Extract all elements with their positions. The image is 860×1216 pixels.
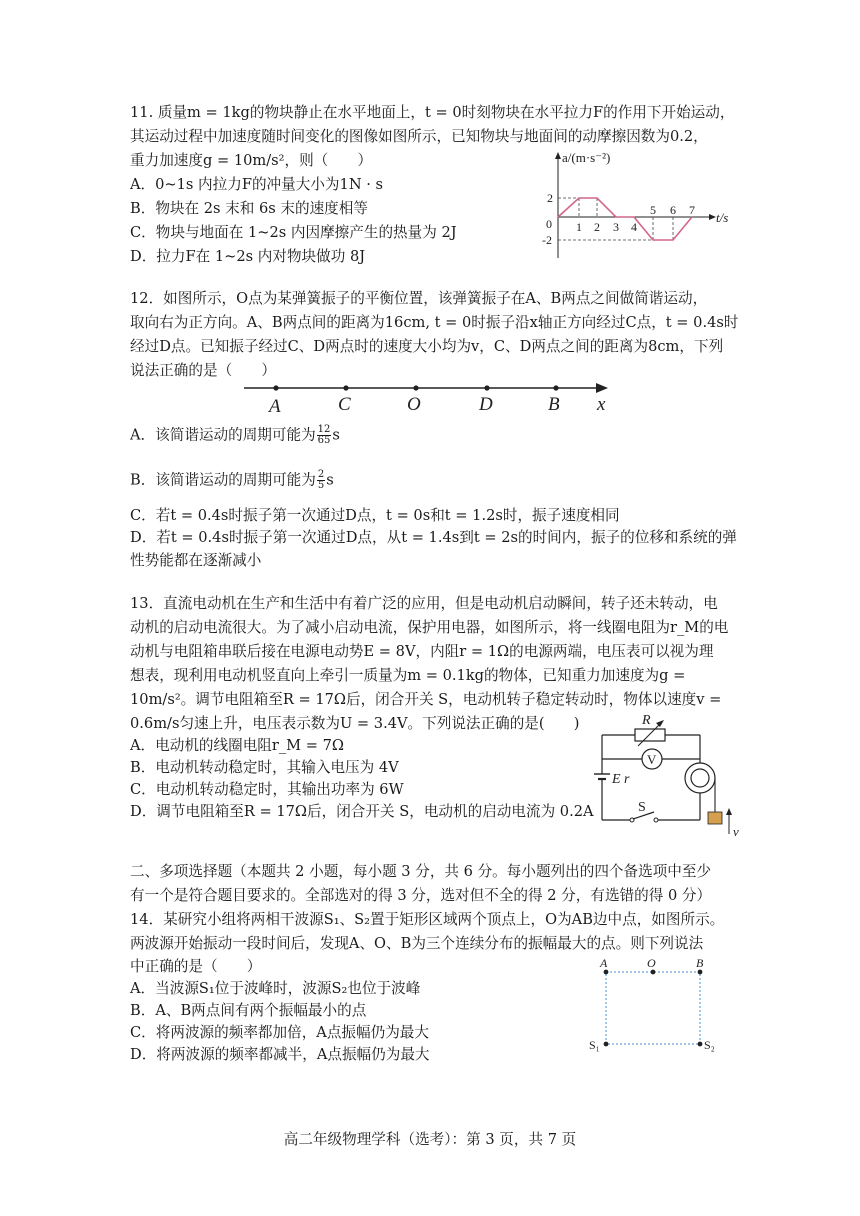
section2-heading-line-1: 二、多项选择题（本题共 2 小题，每小题 3 分，共 6 分。每小题列出的四个备选项中至少 — [130, 863, 712, 880]
resistor-box-symbol — [635, 729, 665, 741]
page-footer: 高二年级物理学科（选考）：第 3 页，共 7 页 — [283, 1131, 577, 1148]
figure-label-a: A — [600, 956, 608, 970]
graph-x-tick-1: 1 — [576, 220, 582, 234]
voltmeter-label: V — [647, 752, 657, 767]
figure-label-s2: S₂ — [704, 1038, 715, 1052]
q12-option-b-fraction — [317, 470, 325, 491]
q12-option-b-unit: s — [326, 471, 334, 489]
q13-stem-line-4: 想表，现利用电动机竖直向上牵引一质量为m = 0.1kg的物体，已知重力加速度为g = — [130, 667, 686, 684]
graph-x-tick-4: 4 — [631, 220, 637, 234]
q11-stem-line-3: 重力加速度g = 10m/s²，则（ ） — [130, 152, 373, 169]
graph-y-label: a/(m·s⁻²) — [562, 150, 611, 165]
wave-sources-rectangle-figure — [588, 954, 723, 1058]
q13-option-c: C．电动机转动稳定时，其输出功率为 6W — [130, 781, 404, 798]
section2-heading-line-2: 有一个是符合题目要求的。全部选对的得 3 分，选对但不全的得 2 分，有选错的得 0 分） — [130, 887, 712, 904]
motor-circuit-diagram — [592, 712, 742, 844]
q13-option-b: B．电动机转动稳定时，其输入电压为 4V — [130, 759, 399, 776]
q12-option-a-unit: s — [332, 426, 340, 444]
q13-stem-line-1: 13．直流电动机在生产和生活中有着广泛的应用，但是电动机启动瞬间，转子还未转动，电 — [130, 595, 718, 612]
q13-option-d: D．调节电阻箱至R = 17Ω后，闭合开关 S，电动机的启动电流为 0.2A — [130, 803, 594, 820]
source-label: E r — [612, 772, 630, 787]
q12-stem-line-4: 说法正确的是（ ） — [130, 362, 276, 379]
weight-block — [708, 812, 722, 824]
q11-stem-line-1: 11. 质量m = 1kg的物块静止在水平地面上，t = 0时刻物块在水平拉力F的作用下开始运动， — [130, 104, 735, 121]
q12-option-b — [130, 470, 334, 491]
axis-point-c: C — [338, 394, 351, 415]
q11-option-b: B．物块在 2s 末和 6s 末的速度相等 — [130, 200, 368, 217]
q13-option-a: A．电动机的线圈电阻r_M = 7Ω — [130, 737, 344, 754]
q13-stem-line-6: 0.6m/s匀速上升，电压表示数为U = 3.4V。下列说法正确的是( ) — [130, 715, 580, 732]
q11-option-d: D．拉力F在 1~2s 内对物块做功 8J — [130, 248, 366, 265]
q11-stem-line-2: 其运动过程中加速度随时间变化的图像如图所示，已知物块与地面间的动摩擦因数为0.2， — [130, 128, 708, 145]
acceleration-time-graph — [530, 146, 740, 261]
q13-stem-line-5: 10m/s²。调节电阻箱至R = 17Ω后，闭合开关 S，电动机转子稳定转动时，物体以速度v = — [130, 691, 722, 708]
graph-x-tick-3: 3 — [613, 220, 619, 234]
axis-point-o: O — [407, 394, 421, 415]
q12-stem-line-2: 取向右为正方向。A、B两点间的距离为16cm, t = 0时振子沿x轴正方向经过C点，t = 0.4s时 — [130, 314, 739, 331]
q12-option-a-denominator: 65 — [317, 435, 331, 446]
resistor-label: R — [642, 713, 651, 728]
graph-y-tick-neg2: -2 — [542, 233, 552, 247]
q13-stem-line-2: 动机的启动电流很大。为了减小启动电流，保护用电器，如图所示，将一线圈电阻为r_M的电 — [130, 619, 729, 636]
q12-stem-line-1: 12．如图所示，O点为某弹簧振子的平衡位置，该弹簧振子在A、B两点之间做简谐运动， — [130, 290, 708, 307]
graph-x-label: t/s — [716, 210, 729, 225]
q11-option-c: C．物块与地面在 1~2s 内因摩擦产生的热量为 2J — [130, 224, 457, 241]
figure-label-b: B — [696, 956, 704, 970]
q14-stem-line-3: 中正确的是（ ） — [130, 958, 262, 975]
axis-point-a: A — [269, 396, 281, 416]
figure-label-s1: S₁ — [589, 1038, 600, 1052]
graph-origin: 0 — [546, 217, 552, 231]
axis-point-d: D — [479, 394, 493, 415]
q14-option-d: D．将两波源的频率都减半，A点振幅仍为最大 — [130, 1046, 430, 1063]
velocity-label: v — [733, 824, 739, 839]
q12-option-c: C．若t = 0.4s时振子第一次通过D点，t = 0s和t = 1.2s时，振子速度相同 — [130, 507, 620, 524]
q14-option-c: C．将两波源的频率都加倍，A点振幅仍为最大 — [130, 1024, 429, 1041]
q14-option-b: B．A、B两点间有两个振幅最小的点 — [130, 1002, 367, 1019]
q14-option-a: A．当波源S₁位于波峰时，波源S₂也位于波峰 — [130, 980, 421, 997]
q12-option-b-denominator: 5 — [317, 480, 325, 491]
q12-option-a-fraction — [317, 425, 332, 446]
q12-stem-line-3: 经过D点。已知振子经过C、D两点时的速度大小均为v，C、D两点之间的距离为8cm，下列 — [130, 338, 724, 355]
graph-x-tick-5: 5 — [650, 203, 656, 217]
oscillation-axis-figure — [240, 376, 620, 416]
q14-stem-line-2: 两波源开始振动一段时间后，发现A、O、B为三个连续分布的振幅最大的点。则下列说法 — [130, 935, 704, 952]
q12-option-a — [130, 425, 340, 446]
q12-option-a-numerator: 12 — [317, 424, 331, 435]
q14-stem-line-1: 14．某研究小组将两相干波源S₁、S₂置于矩形区域两个顶点上，O为AB边中点，如图所示。 — [130, 911, 725, 928]
q12-option-b-text: B．该简谐运动的周期可能为 — [130, 471, 316, 489]
q12-option-b-numerator: 2 — [317, 469, 325, 480]
axis-point-b: B — [548, 394, 560, 415]
axis-label-x: x — [597, 394, 606, 415]
q13-stem-line-3: 动机与电阻箱串联后接在电源电动势E = 8V，内阻r = 1Ω的电源两端，电压表可以视为理 — [130, 643, 714, 660]
q12-option-d-line-1: D．若t = 0.4s时振子第一次通过D点，从t = 1.4s到t = 2s的时间内，振子的位移和系统的弹 — [130, 529, 737, 546]
q12-option-a-text: A．该简谐运动的周期可能为 — [130, 426, 316, 444]
graph-x-tick-2: 2 — [594, 220, 600, 234]
figure-label-o: O — [647, 956, 656, 970]
q11-option-a: A．0~1s 内拉力F的冲量大小为1N · s — [130, 176, 383, 193]
graph-x-tick-7: 7 — [689, 203, 695, 217]
q12-option-d-line-2: 性势能都在逐渐减小 — [130, 552, 262, 569]
graph-x-tick-6: 6 — [670, 203, 676, 217]
graph-y-tick-2: 2 — [547, 191, 553, 205]
switch-label: S — [638, 800, 646, 815]
